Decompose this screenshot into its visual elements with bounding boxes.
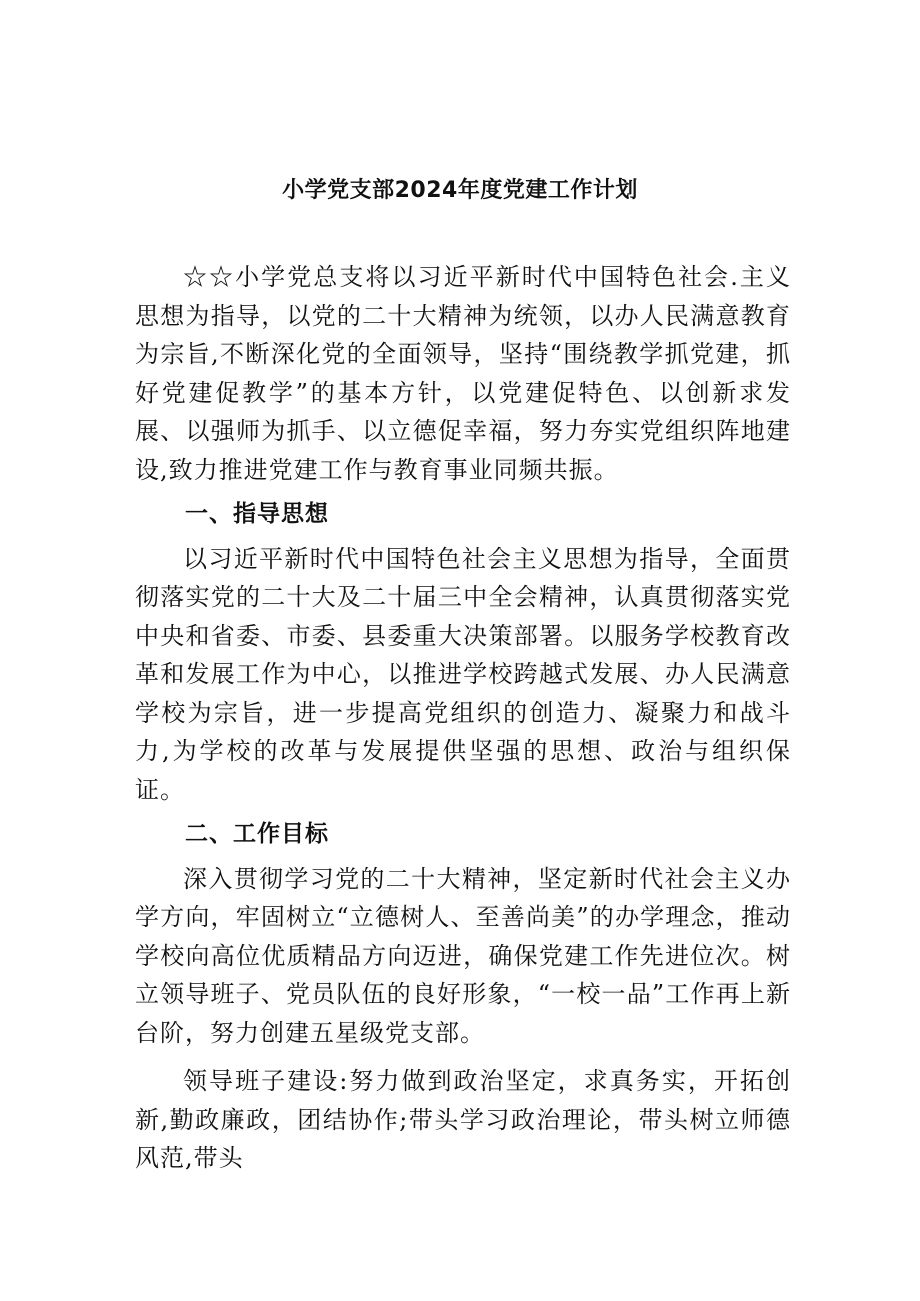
intro-paragraph: ☆☆小学党总支将以习近平新时代中国特色社会.主义思想为指导，以党的二十大精神为统领，以办人民满意教育为宗旨,不断深化党的全面领导，坚持“围绕教学抓党建，抓好党建促教学”的基本方针，以党建促特色、以创新求发展、以强师为抓手、以立德促幸福，努力夯实党组织阵地建设,致力推进党建工作与教育事业同频共振。 [135, 263, 791, 484]
leadership-paragraph: 领导班子建设:努力做到政治坚定，求真务实，开拓创新,勤政廉政，团结协作;带头学习政治理论，带头树立师德风范,带头 [135, 1067, 791, 1172]
document-title: 小学党支部2024年度党建工作计划 [282, 178, 638, 203]
document-body [135, 258, 791, 1178]
section-heading-guiding-ideology: 一、指导思想 [185, 501, 329, 527]
section-heading-work-goals: 二、工作目标 [185, 821, 329, 847]
spacer [135, 1052, 791, 1062]
work-goals-paragraph: 深入贯彻学习党的二十大精神，坚定新时代社会主义办学方向，牢固树立“立德树人、至善尚美”的办学理念，推动学校向高位优质精品方向迈进，确保党建工作先进位次。树立领导班子、党员队伍的良好形象，“一校一品”工作再上新台阶，努力创建五星级党支部。 [135, 864, 791, 1047]
guiding-ideology-paragraph: 以习近平新时代中国特色社会主义思想为指导，全面贯彻落实党的二十大及二十届三中全会精神，认真贯彻落实党中央和省委、市委、县委重大决策部署。以服务学校教育改革和发展工作为中心，以推进学校跨越式发展、办人民满意学校为宗旨，进一步提高党组织的创造力、凝聚力和战斗力,为学校的改革与发展提供坚强的思想、政治与组织保证。 [135, 544, 791, 804]
